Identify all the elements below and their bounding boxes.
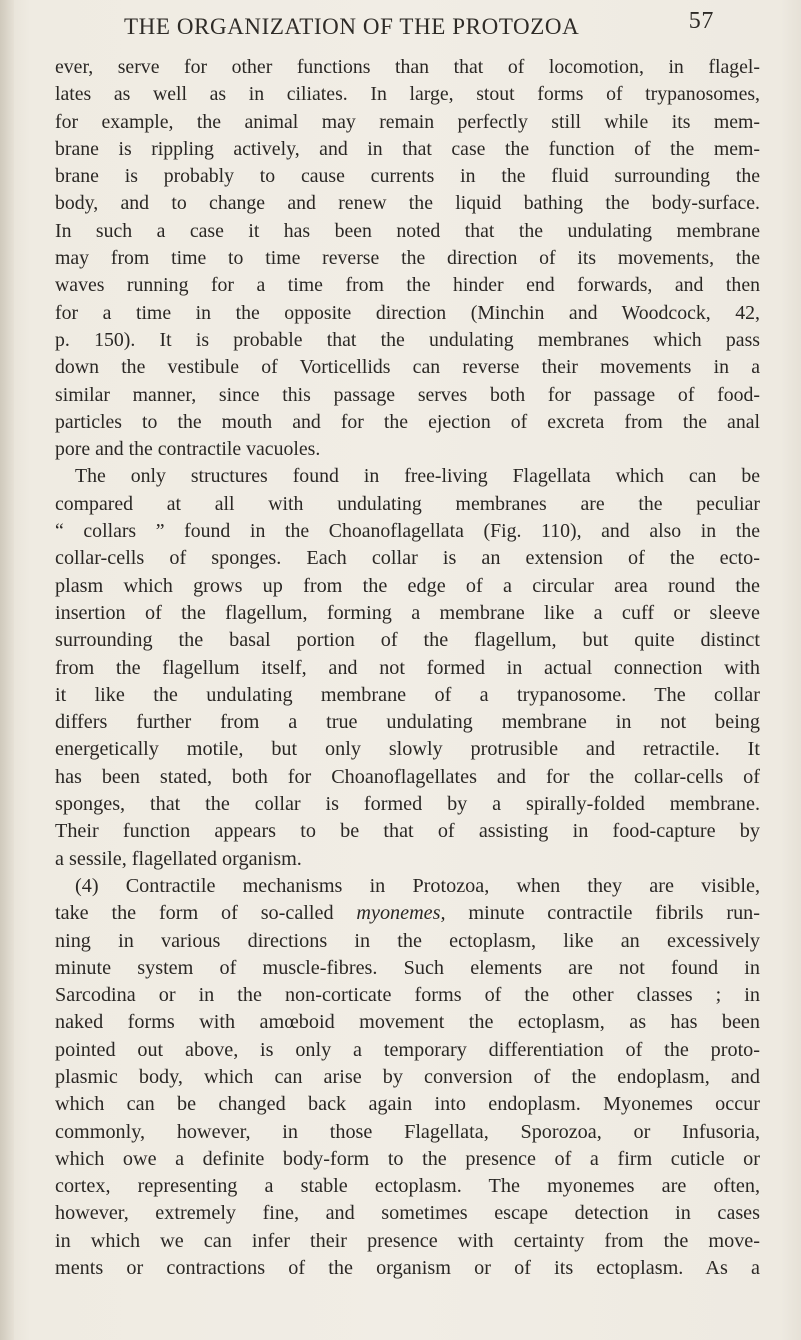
text-line: pore and the contractile vacuoles. [55, 438, 321, 461]
text-line: brane is probably to cause currents in the fluid surrounding the [55, 165, 760, 188]
text-line: sponges, that the collar is formed by a spirally-folded membrane. [55, 793, 760, 816]
text-line: from the flagellum itself, and not formed in actual connection with [55, 656, 760, 679]
text-line: “ collars ” found in the Choanoflagellata (Fig. 110), and also in the [55, 520, 760, 543]
text-line: down the vestibule of Vorticellids can reverse their movements in a [55, 356, 760, 379]
body-text [55, 54, 760, 1282]
text-line: ever, serve for other functions than that of locomotion, in flagel- [55, 56, 760, 78]
text-line: particles to the mouth and for the ejection of excreta from the anal [55, 410, 760, 433]
text-line: surrounding the basal portion of the flagellum, but quite distinct [55, 629, 760, 652]
text-line [55, 900, 760, 927]
text-line: Sarcodina or in the non-corticate forms of the other classes ; in [55, 984, 760, 1007]
text-line: ning in various directions in the ectoplasm, like an excessively [55, 929, 760, 952]
text-line: it like the undulating membrane of a trypanosome. The collar [55, 683, 760, 706]
text-line: for example, the animal may remain perfectly still while its mem- [55, 110, 760, 133]
text-line: waves running for a time from the hinder end forwards, and then [55, 274, 760, 297]
text-line: differs further from a true undulating membrane in not being [55, 711, 760, 734]
text-line: naked forms with amœboid movement the ectoplasm, as has been [55, 1011, 760, 1034]
text-line: minute system of muscle-fibres. Such elements are not found in [55, 956, 760, 979]
text-line: which can be changed back again into endoplasm. Myonemes occur [55, 1093, 760, 1116]
text-line: however, extremely fine, and sometimes escape detection in cases [55, 1202, 760, 1225]
text-line: Their function appears to be that of assisting in food-capture by [55, 820, 760, 843]
running-head: THE ORGANIZATION OF THE PROTOZOA [124, 14, 580, 39]
text-line: commonly, however, in those Flagellata, Sporozoa, or Infusoria, [55, 1120, 760, 1143]
text-line: has been stated, both for Choanoflagellates and for the collar-cells of [55, 765, 760, 788]
text-line: a sessile, flagellated organism. [55, 847, 302, 870]
page-number: 57 [688, 8, 714, 34]
italic-term: myonemes, [356, 902, 446, 925]
text-line: similar manner, since this passage serves both for passage of food- [55, 383, 760, 406]
page-gutter-shadow [0, 0, 14, 1340]
text-line: plasm which grows up from the edge of a circular area round the [55, 574, 760, 597]
text-line: plasmic body, which can arise by conversion of the endoplasm, and [55, 1065, 760, 1088]
text-line: collar-cells of sponges. Each collar is an extension of the ecto- [55, 547, 760, 570]
text-line: body, and to change and renew the liquid bathing the body-surface. [55, 192, 760, 215]
text-line: which owe a definite body-form to the presence of a firm cuticle or [55, 1147, 760, 1170]
text-line: pointed out above, is only a temporary differentiation of the proto- [55, 1038, 760, 1061]
text-line: compared at all with undulating membranes are the peculiar [55, 492, 760, 515]
text-segment: minute contractile fibrils run- [445, 902, 761, 925]
text-line: may from time to time reverse the direction of its movements, the [55, 247, 760, 270]
text-line: for a time in the opposite direction (Minchin and Woodcock, 42, [55, 301, 760, 324]
text-line: energetically motile, but only slowly protrusible and retractile. It [55, 738, 760, 761]
text-line: insertion of the flagellum, forming a membrane like a cuff or sleeve [55, 601, 760, 624]
page-header [124, 8, 714, 44]
text-line: (4) Contractile mechanisms in Protozoa, when they are visible, [75, 874, 760, 897]
text-segment: take the form of so-called [55, 902, 357, 925]
text-line: In such a case it has been noted that the undulating membrane [55, 219, 760, 242]
text-line: ments or contractions of the organism or of its ectoplasm. As a [55, 1257, 760, 1280]
text-line: p. 150). It is probable that the undulating membranes which pass [55, 328, 760, 351]
text-line: brane is rippling actively, and in that case the function of the mem- [55, 137, 760, 160]
text-line: in which we can infer their presence with certainty from the move- [55, 1229, 760, 1252]
text-line: The only structures found in free-living Flagellata which can be [75, 465, 760, 488]
text-line: cortex, representing a stable ectoplasm. The myonemes are often, [55, 1175, 760, 1198]
text-line: lates as well as in ciliates. In large, stout forms of trypanosomes, [55, 83, 760, 106]
